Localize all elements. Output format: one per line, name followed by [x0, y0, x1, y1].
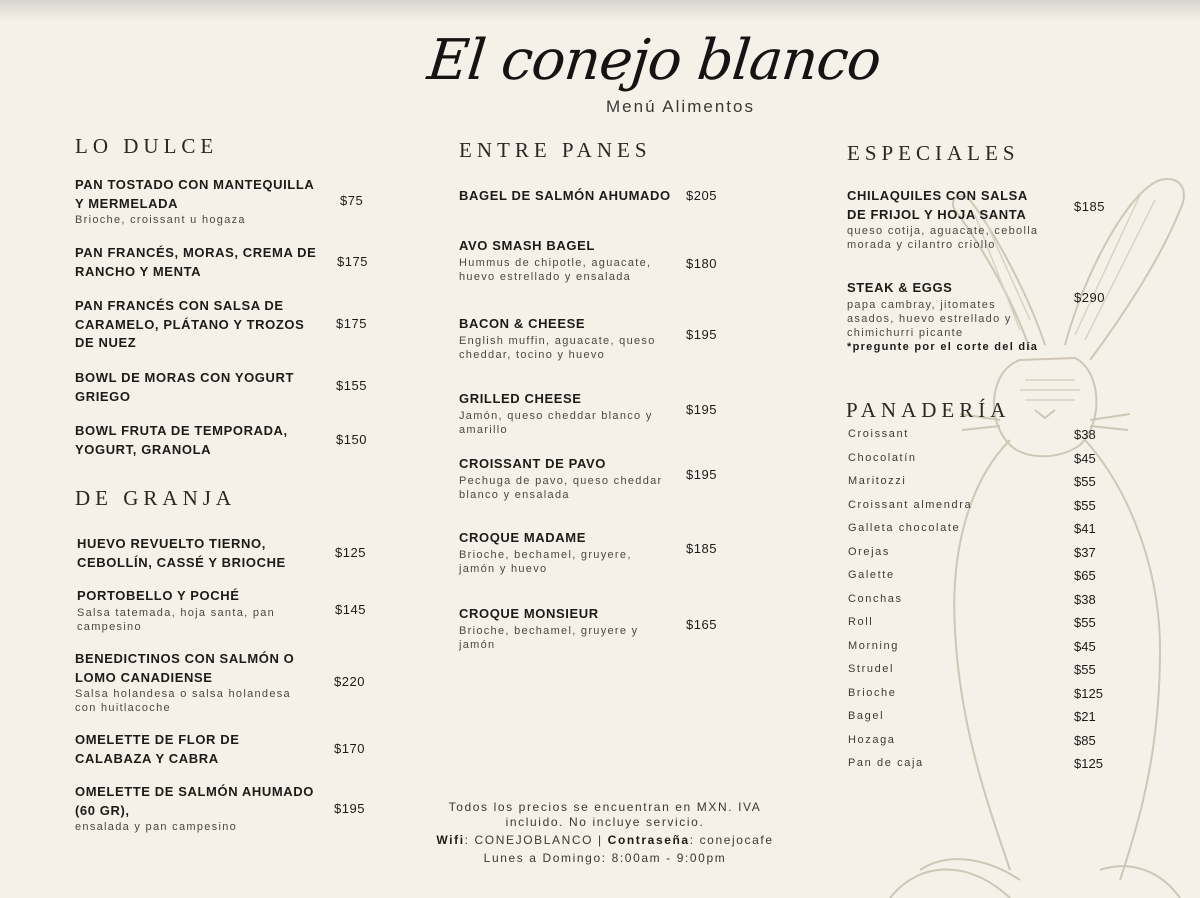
- item-desc: queso cotija, aguacate, cebolla morada y cilantro criollo: [847, 225, 1039, 251]
- item-desc: Pechuga de pavo, queso cheddar blanco y ensalada: [459, 474, 663, 501]
- item-name: BENEDICTINOS CON SALMÓN O LOMO CANADIENSE: [75, 651, 295, 685]
- item-desc: Hummus de chipotle, aguacate, huevo estrellado y ensalada: [459, 256, 652, 283]
- menu-item: [847, 187, 1047, 252]
- item-price: $150: [336, 432, 367, 447]
- bakery-item-price: $55: [1074, 497, 1096, 513]
- item-name: CROISSANT DE PAVO: [459, 456, 606, 471]
- item-name: PORTOBELLO Y POCHÉ: [77, 588, 240, 603]
- bakery-item-price: $85: [1074, 732, 1096, 748]
- section-title-entre-panes: ENTRE PANES: [459, 138, 652, 162]
- bakery-item-price: $41: [1074, 521, 1096, 536]
- section-title-panaderia: PANADERÍA: [846, 398, 1011, 422]
- item-desc: Salsa tatemada, hoja santa, pan campesino: [77, 606, 276, 633]
- item-price: $195: [686, 402, 717, 417]
- item-name: AVO SMASH BAGEL: [459, 238, 595, 253]
- item-desc: English muffin, aguacate, queso cheddar, tocino y huevo: [459, 334, 656, 361]
- item-price: $155: [336, 378, 367, 393]
- item-name: HUEVO REVUELTO TIERNO, CEBOLLÍN, CASSÉ Y BRIOCHE: [77, 536, 286, 570]
- menu-item: [459, 390, 674, 437]
- item-name: STEAK & EGGS: [847, 280, 953, 295]
- item-desc: Brioche, bechamel, gruyere, jamón y huevo: [459, 548, 632, 575]
- menu-item: [75, 244, 325, 281]
- item-price: $185: [686, 541, 717, 556]
- bakery-item-price: $45: [1074, 638, 1096, 654]
- item-price: $195: [334, 801, 365, 816]
- section-title-especiales: ESPECIALES: [847, 141, 1020, 165]
- bakery-item-price: $55: [1074, 474, 1096, 489]
- opening-hours: Lunes a Domingo: 8:00am - 9:00pm: [483, 851, 727, 865]
- menu-item: [75, 369, 325, 406]
- item-name: GRILLED CHEESE: [459, 391, 582, 406]
- bakery-item-name: Chocolatín: [848, 451, 917, 464]
- item-name: CHILAQUILES CON SALSA DE FRIJOL Y HOJA SANTA: [847, 188, 1028, 222]
- item-price: $165: [686, 617, 717, 632]
- item-desc: Jamón, queso cheddar blanco y amarillo: [459, 409, 653, 436]
- item-name: CROQUE MADAME: [459, 530, 586, 545]
- item-price: $185: [1074, 199, 1105, 214]
- section-title-de-granja: DE GRANJA: [75, 486, 237, 510]
- bakery-item-name: Croissant almendra: [848, 498, 973, 511]
- item-name: BOWL FRUTA DE TEMPORADA, YOGURT, GRANOLA: [75, 423, 288, 457]
- bakery-item-name: Croissant: [848, 428, 909, 440]
- item-price: $75: [340, 193, 364, 208]
- menu-item: [75, 422, 325, 459]
- item-price: $195: [686, 327, 717, 342]
- logo-header: [0, 0, 1200, 130]
- menu-item: [75, 297, 325, 353]
- bakery-item-name: Roll: [848, 616, 874, 628]
- item-note: *pregunte por el corte del día: [847, 340, 1039, 353]
- bakery-item-name: Maritozzi: [848, 475, 907, 487]
- bakery-item-name: Galette: [848, 569, 895, 581]
- bakery-item-name: Brioche: [848, 686, 897, 699]
- item-name: PAN TOSTADO CON MANTEQUILLA Y MERMELADA: [75, 177, 314, 211]
- menu-item: [75, 176, 325, 227]
- bakery-item-price: $65: [1074, 568, 1096, 583]
- bakery-item-name: Pan de caja: [848, 757, 924, 769]
- bakery-item-name: Strudel: [848, 663, 895, 675]
- bakery-item-name: Hozaga: [848, 733, 896, 746]
- wifi-line: [420, 833, 790, 848]
- bakery-item-name: Orejas: [848, 545, 890, 558]
- bakery-item-price: $125: [1074, 756, 1103, 771]
- prices-note: Todos los precios se encuentran en MXN. IVA incluido. No incluye servicio.: [448, 800, 762, 829]
- item-name: PAN FRANCÉS, MORAS, CREMA DE RANCHO Y MENTA: [75, 245, 317, 279]
- bakery-item-price: $55: [1074, 615, 1096, 630]
- menu-item: [847, 279, 1042, 354]
- footer-info: [420, 800, 790, 866]
- menu-item: [459, 455, 669, 502]
- menu-item: [459, 529, 669, 576]
- item-name: PAN FRANCÉS CON SALSA DE CARAMELO, PLÁTANO Y TROZOS DE NUEZ: [75, 298, 305, 350]
- bakery-item-name: Bagel: [848, 710, 885, 722]
- bakery-item-name: Conchas: [848, 592, 903, 605]
- menu-item: [77, 535, 317, 572]
- item-desc: Salsa holandesa o salsa holandesa con huitlacoche: [75, 688, 291, 714]
- menu-item: [75, 731, 275, 768]
- bakery-item-price: $45: [1074, 450, 1096, 466]
- bakery-item-price: $125: [1074, 685, 1103, 701]
- bakery-item-price: $55: [1074, 662, 1096, 677]
- logo-title: El conejo blanco: [424, 28, 884, 93]
- item-price: $205: [686, 188, 717, 203]
- menu-item: [75, 783, 315, 834]
- bakery-item-price: $37: [1074, 544, 1096, 560]
- wifi-label: Wifi: [436, 833, 465, 847]
- bakery-item-price: $38: [1074, 427, 1096, 442]
- item-price: $180: [686, 256, 717, 271]
- item-name: OMELETTE DE SALMÓN AHUMADO (60 GR),: [75, 784, 314, 818]
- item-price: $220: [334, 674, 365, 689]
- item-price: $195: [686, 467, 717, 482]
- bakery-item-name: Galleta chocolate: [848, 522, 961, 534]
- item-name: BOWL DE MORAS CON YOGURT GRIEGO: [75, 370, 295, 404]
- menu-item: [77, 587, 317, 634]
- menu-item: [459, 315, 669, 362]
- password-label: Contraseña: [607, 833, 690, 847]
- password-value: : conejocafe: [689, 833, 774, 847]
- item-desc: papa cambray, jitomates asados, huevo estrellado y chimichurri picante: [847, 298, 1012, 339]
- menu-item: [459, 237, 669, 284]
- item-name: BACON & CHEESE: [459, 316, 586, 331]
- item-name: CROQUE MONSIEUR: [459, 606, 599, 621]
- bakery-item-price: $38: [1074, 591, 1096, 607]
- item-price: $145: [335, 602, 366, 617]
- item-price: $170: [334, 741, 365, 756]
- menu-item: [459, 605, 674, 652]
- item-name: OMELETTE DE FLOR DE CALABAZA Y CABRA: [75, 732, 240, 766]
- item-desc: Brioche, croissant u hogaza: [75, 214, 246, 226]
- item-price: $175: [337, 254, 368, 269]
- item-desc: ensalada y pan campesino: [75, 821, 238, 833]
- item-price: $175: [336, 316, 367, 331]
- item-desc: Brioche, bechamel, gruyere y jamón: [459, 624, 639, 651]
- wifi-value: : CONEJOBLANCO |: [464, 833, 608, 847]
- menu-item: [459, 187, 674, 206]
- item-price: $290: [1074, 290, 1105, 305]
- logo-subtitle: Menú Alimentos: [606, 97, 755, 116]
- section-title-lo-dulce: LO DULCE: [75, 134, 219, 158]
- bakery-item-name: Morning: [848, 639, 899, 652]
- menu-item: [75, 650, 315, 715]
- item-price: $125: [335, 545, 366, 560]
- bakery-item-price: $21: [1074, 709, 1096, 724]
- item-name: BAGEL DE SALMÓN AHUMADO: [459, 188, 671, 203]
